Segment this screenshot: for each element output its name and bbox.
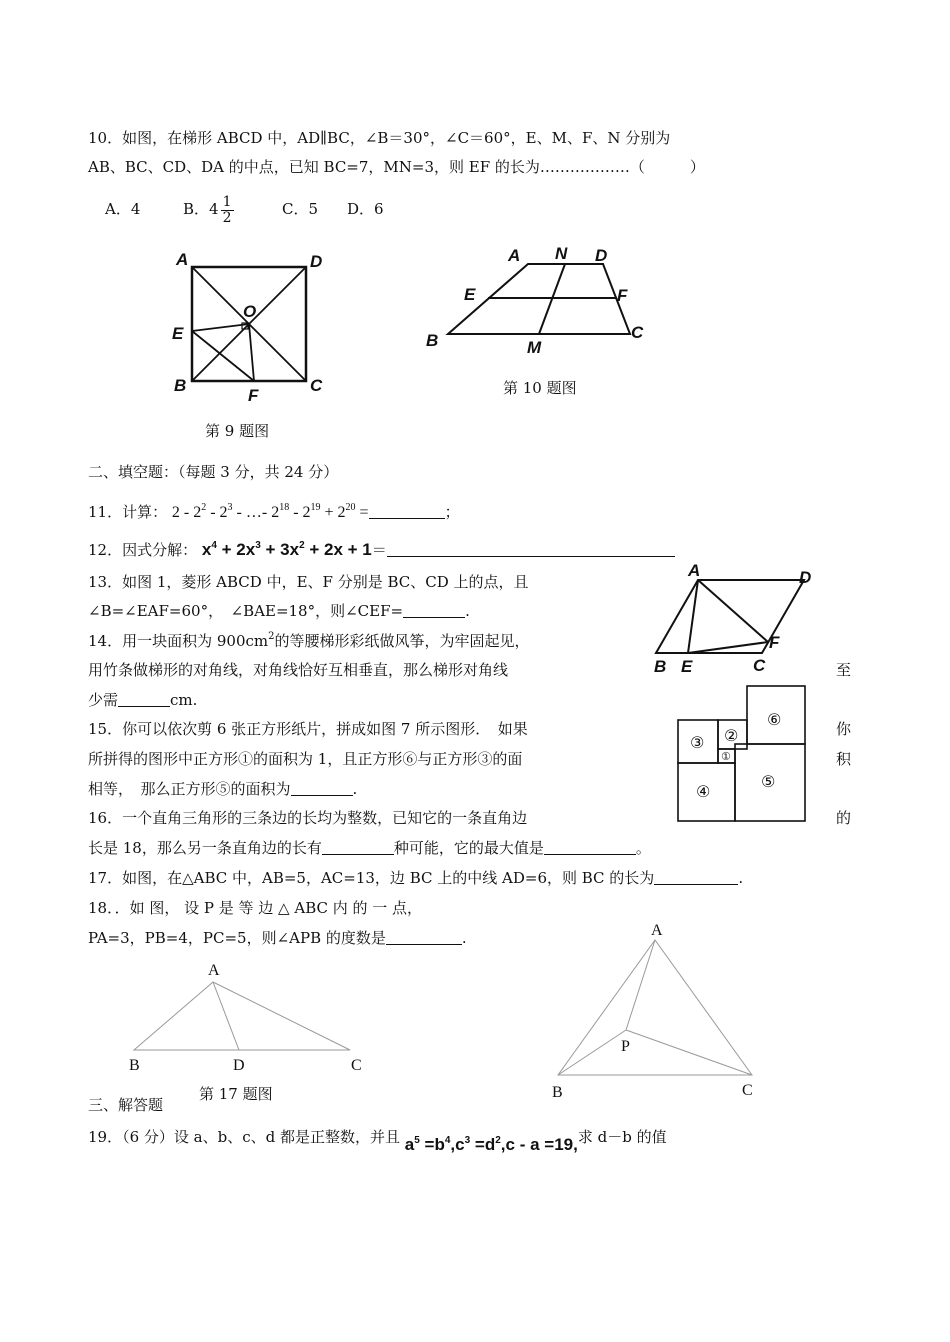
fig13-rhombus <box>656 580 804 653</box>
q11-text <box>88 502 460 523</box>
q19-suffix: 求 d－b 的值 <box>577 1128 667 1146</box>
fig15-label-3: ③ <box>690 733 705 752</box>
fig17-median-ad <box>213 982 239 1050</box>
fig9-label-f: F <box>248 386 259 405</box>
fig18-segment-pb <box>558 1030 626 1075</box>
fig10-label-d: D <box>595 246 608 265</box>
fig18-segment-pc <box>626 1030 752 1075</box>
q15-answer-blank[interactable] <box>291 781 353 796</box>
q15-line3-end: . <box>352 780 358 798</box>
fig17-caption: 第 17 题图 <box>199 1085 273 1103</box>
fig13-segment-ae <box>688 580 698 653</box>
q12-term4: 2x <box>324 540 343 559</box>
q12-term5: 1 <box>362 540 372 559</box>
q14-line1-rest: 的等腰梯形彩纸做风筝，为牢固起见， <box>274 632 530 650</box>
fig13-label-b: B <box>654 657 667 676</box>
fig17-triangle <box>134 982 350 1050</box>
q19-exp-c: 3 <box>464 1135 471 1146</box>
q14-line2: 用竹条做梯形的对角线，对角线恰好互相垂直，那么梯形对角线 <box>88 661 509 679</box>
q12-answer-blank[interactable] <box>387 542 675 557</box>
q12-exp1: 4 <box>211 540 217 551</box>
q10-option-d: D．6 <box>347 200 384 218</box>
q12-prefix: 12．因式分解： <box>88 541 198 559</box>
q11-dots: … <box>245 504 262 521</box>
q10-option-b-whole: B．4 <box>183 200 219 218</box>
fig15-label-1: ① <box>721 750 731 763</box>
fig18-segment-pa <box>626 940 655 1030</box>
q11-expression: $2 - 2^2 - 2^3$ - …- $2^{18} - 2^{19} + 2^{20}$ = <box>171 502 369 521</box>
q11-prefix: 11．计算： <box>88 503 168 521</box>
q13-answer-blank[interactable] <box>403 603 465 618</box>
fig15-label-6: ⑥ <box>767 710 782 729</box>
fraction-numerator: 1 <box>222 193 232 210</box>
fig10-label-a: A <box>508 246 521 265</box>
q14-line1-text: 14．用一块面积为 900cm <box>88 632 269 650</box>
q18-line1: 18．．如 图， 设 P 是 等 边 △ ABC 内 的 一 点， <box>88 899 423 917</box>
q18-line2-end: . <box>461 929 467 947</box>
q11-term2: 2 <box>193 504 202 521</box>
figure-15 <box>670 680 820 830</box>
q18-answer-blank[interactable] <box>386 930 462 945</box>
q10-option-b <box>183 190 234 228</box>
fig13-label-e: E <box>681 657 693 676</box>
fig13-segment-ef <box>688 642 768 653</box>
q19-a-again: a <box>530 1135 540 1154</box>
q19-d: d <box>484 1135 496 1154</box>
q12-term2: 2x <box>236 540 256 559</box>
fig10-label-m: M <box>527 338 542 357</box>
fig9-label-a: A <box>176 250 189 269</box>
fig13-segment-af <box>698 580 768 642</box>
q19-prefix: 19．（6 分）设 a、b、c、d 都是正整数，并且 <box>88 1128 400 1146</box>
figure-13 <box>650 560 830 675</box>
q19-c-again: c <box>505 1135 515 1154</box>
figure-17 <box>120 955 380 1075</box>
fig10-caption: 第 10 题图 <box>503 379 577 397</box>
fig10-label-f: F <box>617 286 628 305</box>
fig9-segment-ef <box>192 331 254 381</box>
q14-line1 <box>88 631 530 651</box>
q11-exp4: 18 <box>279 502 290 513</box>
q13-line1: 13．如图 1，菱形 ABCD 中，E、F 分别是 BC、CD 上的点，且 <box>88 573 529 591</box>
q10-line2: AB、BC、CD、DA 的中点，已知 BC=7，MN=3，则 EF 的长为………………（ ） <box>88 158 705 176</box>
figure-10 <box>420 240 660 360</box>
fig10-label-c: C <box>631 323 644 342</box>
fig10-label-e: E <box>464 285 476 304</box>
q11-term1: 2 <box>171 504 180 521</box>
fig15-label-5: ⑤ <box>761 772 776 791</box>
q16-line2-end: 。 <box>635 839 651 857</box>
fig15-label-2: ② <box>724 726 739 745</box>
q14-line3 <box>88 690 197 710</box>
q15-line2-end: 积 <box>836 750 852 768</box>
q15-line1-end: 你 <box>836 720 852 738</box>
q11-exp2: 2 <box>201 502 207 513</box>
fig17-label-d: D <box>233 1057 245 1074</box>
q12-term3: 3x <box>280 540 300 559</box>
q16-answer-blank-max[interactable] <box>544 840 636 855</box>
fig9-label-c: C <box>310 376 323 395</box>
q17-end: . <box>738 869 744 887</box>
fig9-label-e: E <box>172 324 184 343</box>
q11-suffix: ； <box>444 503 460 521</box>
q19-a: a <box>404 1135 415 1154</box>
q11-exp3: 3 <box>227 502 233 513</box>
q11-exp6: 20 <box>345 502 356 513</box>
section-3-heading: 三、解答题 <box>88 1096 164 1114</box>
q12-exp3: 2 <box>299 540 305 551</box>
fig17-label-b: B <box>129 1057 140 1074</box>
q12-x: x <box>201 540 212 559</box>
fig17-label-c: C <box>351 1057 362 1074</box>
q11-term3: 2 <box>219 504 228 521</box>
fig18-label-a: A <box>651 922 663 939</box>
q16-line1: 16．一个直角三角形的三条边的长均为整数，已知它的一条直角边 <box>88 809 528 827</box>
q16-line2-middle: 种可能，它的最大值是 <box>393 839 544 857</box>
q13-line2-end: . <box>465 602 470 620</box>
fig9-caption: 第 9 题图 <box>205 422 270 440</box>
q17-answer-blank[interactable] <box>654 870 738 885</box>
fig13-label-f: F <box>769 633 780 652</box>
q17-statement: 17．如图，在△ABC 中，AB=5，AC=13，边 BC 上的中线 AD=6，则 BC 的长为 <box>88 869 655 887</box>
q11-exp5: 19 <box>310 502 321 513</box>
q11-term6: 2 <box>337 504 346 521</box>
q12-exp2: 3 <box>255 540 261 551</box>
q11-term5: 2 <box>302 504 311 521</box>
fig10-label-n: N <box>555 244 568 263</box>
figure-18 <box>545 915 775 1105</box>
q17-text <box>88 868 743 888</box>
q19-b: b <box>434 1135 445 1154</box>
fig9-segment-eo <box>192 324 249 331</box>
q13-line2 <box>88 601 470 621</box>
q14-line3-text: 少需 <box>88 691 119 709</box>
fig9-label-d: D <box>310 252 323 271</box>
figure-9 <box>170 245 340 405</box>
q18-line2 <box>88 928 467 948</box>
fig18-triangle <box>558 940 752 1075</box>
q15-line3 <box>88 779 357 799</box>
q10-option-c: C．5 <box>282 200 319 218</box>
q15-line2: 所拼得的图形中正方形①的面积为 1，且正方形⑥与正方形③的面 <box>88 750 523 768</box>
q11-term4: 2 <box>271 504 280 521</box>
q10-line1: 10．如图，在梯形 ABCD 中，AD∥BC，∠B＝30°，∠C＝60°，E、M、F、N 分别为 <box>88 129 671 147</box>
q12-expression: $x^4 + 2x^3 + 3x^2 + 2x + 1$ <box>201 540 372 559</box>
fig15-label-4: ④ <box>696 782 711 801</box>
q16-line1-end: 的 <box>836 809 852 827</box>
q10-option-a: A．4 <box>105 200 141 218</box>
q14-line3-unit: cm. <box>170 691 198 709</box>
fig13-label-d: D <box>799 568 812 587</box>
q16-line2-text: 长是 18，那么另一条直角边的长有 <box>88 839 322 857</box>
fig9-label-o: O <box>243 302 257 321</box>
fig9-segment-of <box>249 324 254 381</box>
fraction-denominator: 2 <box>222 209 232 226</box>
q19-text <box>88 1127 667 1154</box>
q15-line3-text: 相等， 那么正方形⑤的面积为 <box>88 780 291 798</box>
fig18-label-p: P <box>621 1038 630 1055</box>
q10-option-b-fraction <box>221 195 234 226</box>
q14-line2-end: 至 <box>836 661 852 679</box>
q19-c: c <box>455 1135 465 1154</box>
q19-value: 19 <box>554 1135 574 1154</box>
fig17-label-a: A <box>208 962 220 979</box>
q14-answer-blank[interactable] <box>118 692 170 707</box>
q13-line2-text: ∠B=∠EAF=60°， ∠BAE=18°，则∠CEF= <box>88 602 404 620</box>
q19-exp-d: 2 <box>495 1135 501 1146</box>
q19-exp-a: 5 <box>414 1135 420 1146</box>
q19-conditions: $a^5 =b^4,c^3 =d^2,c - a =19$, <box>404 1135 578 1154</box>
q16-line2 <box>88 838 651 858</box>
q12-text: 12．因式分解： $x^4 + 2x^3 + 3x^2 + 2x + 1=$ <box>88 540 675 560</box>
fig18-label-c: C <box>742 1082 753 1099</box>
fig13-label-a: A <box>688 561 701 580</box>
q18-line2-text: PA=3，PB=4，PC=5，则∠APB 的度数是 <box>88 929 386 947</box>
q16-answer-blank-count[interactable] <box>322 840 394 855</box>
fig18-label-b: B <box>552 1084 563 1101</box>
section-2-heading: 二、填空题：（每题 3 分，共 24 分） <box>88 463 339 481</box>
q19-exp-b: 4 <box>444 1135 451 1146</box>
q11-answer-blank[interactable] <box>369 504 445 519</box>
q15-line1: 15．你可以依次剪 6 张正方形纸片，拼成如图 7 所示图形． 如果 <box>88 720 528 738</box>
fig10-label-b: B <box>426 331 439 350</box>
q14-superscript: 2 <box>268 631 275 642</box>
fig13-label-c: C <box>753 656 766 675</box>
fig9-label-b: B <box>174 376 187 395</box>
